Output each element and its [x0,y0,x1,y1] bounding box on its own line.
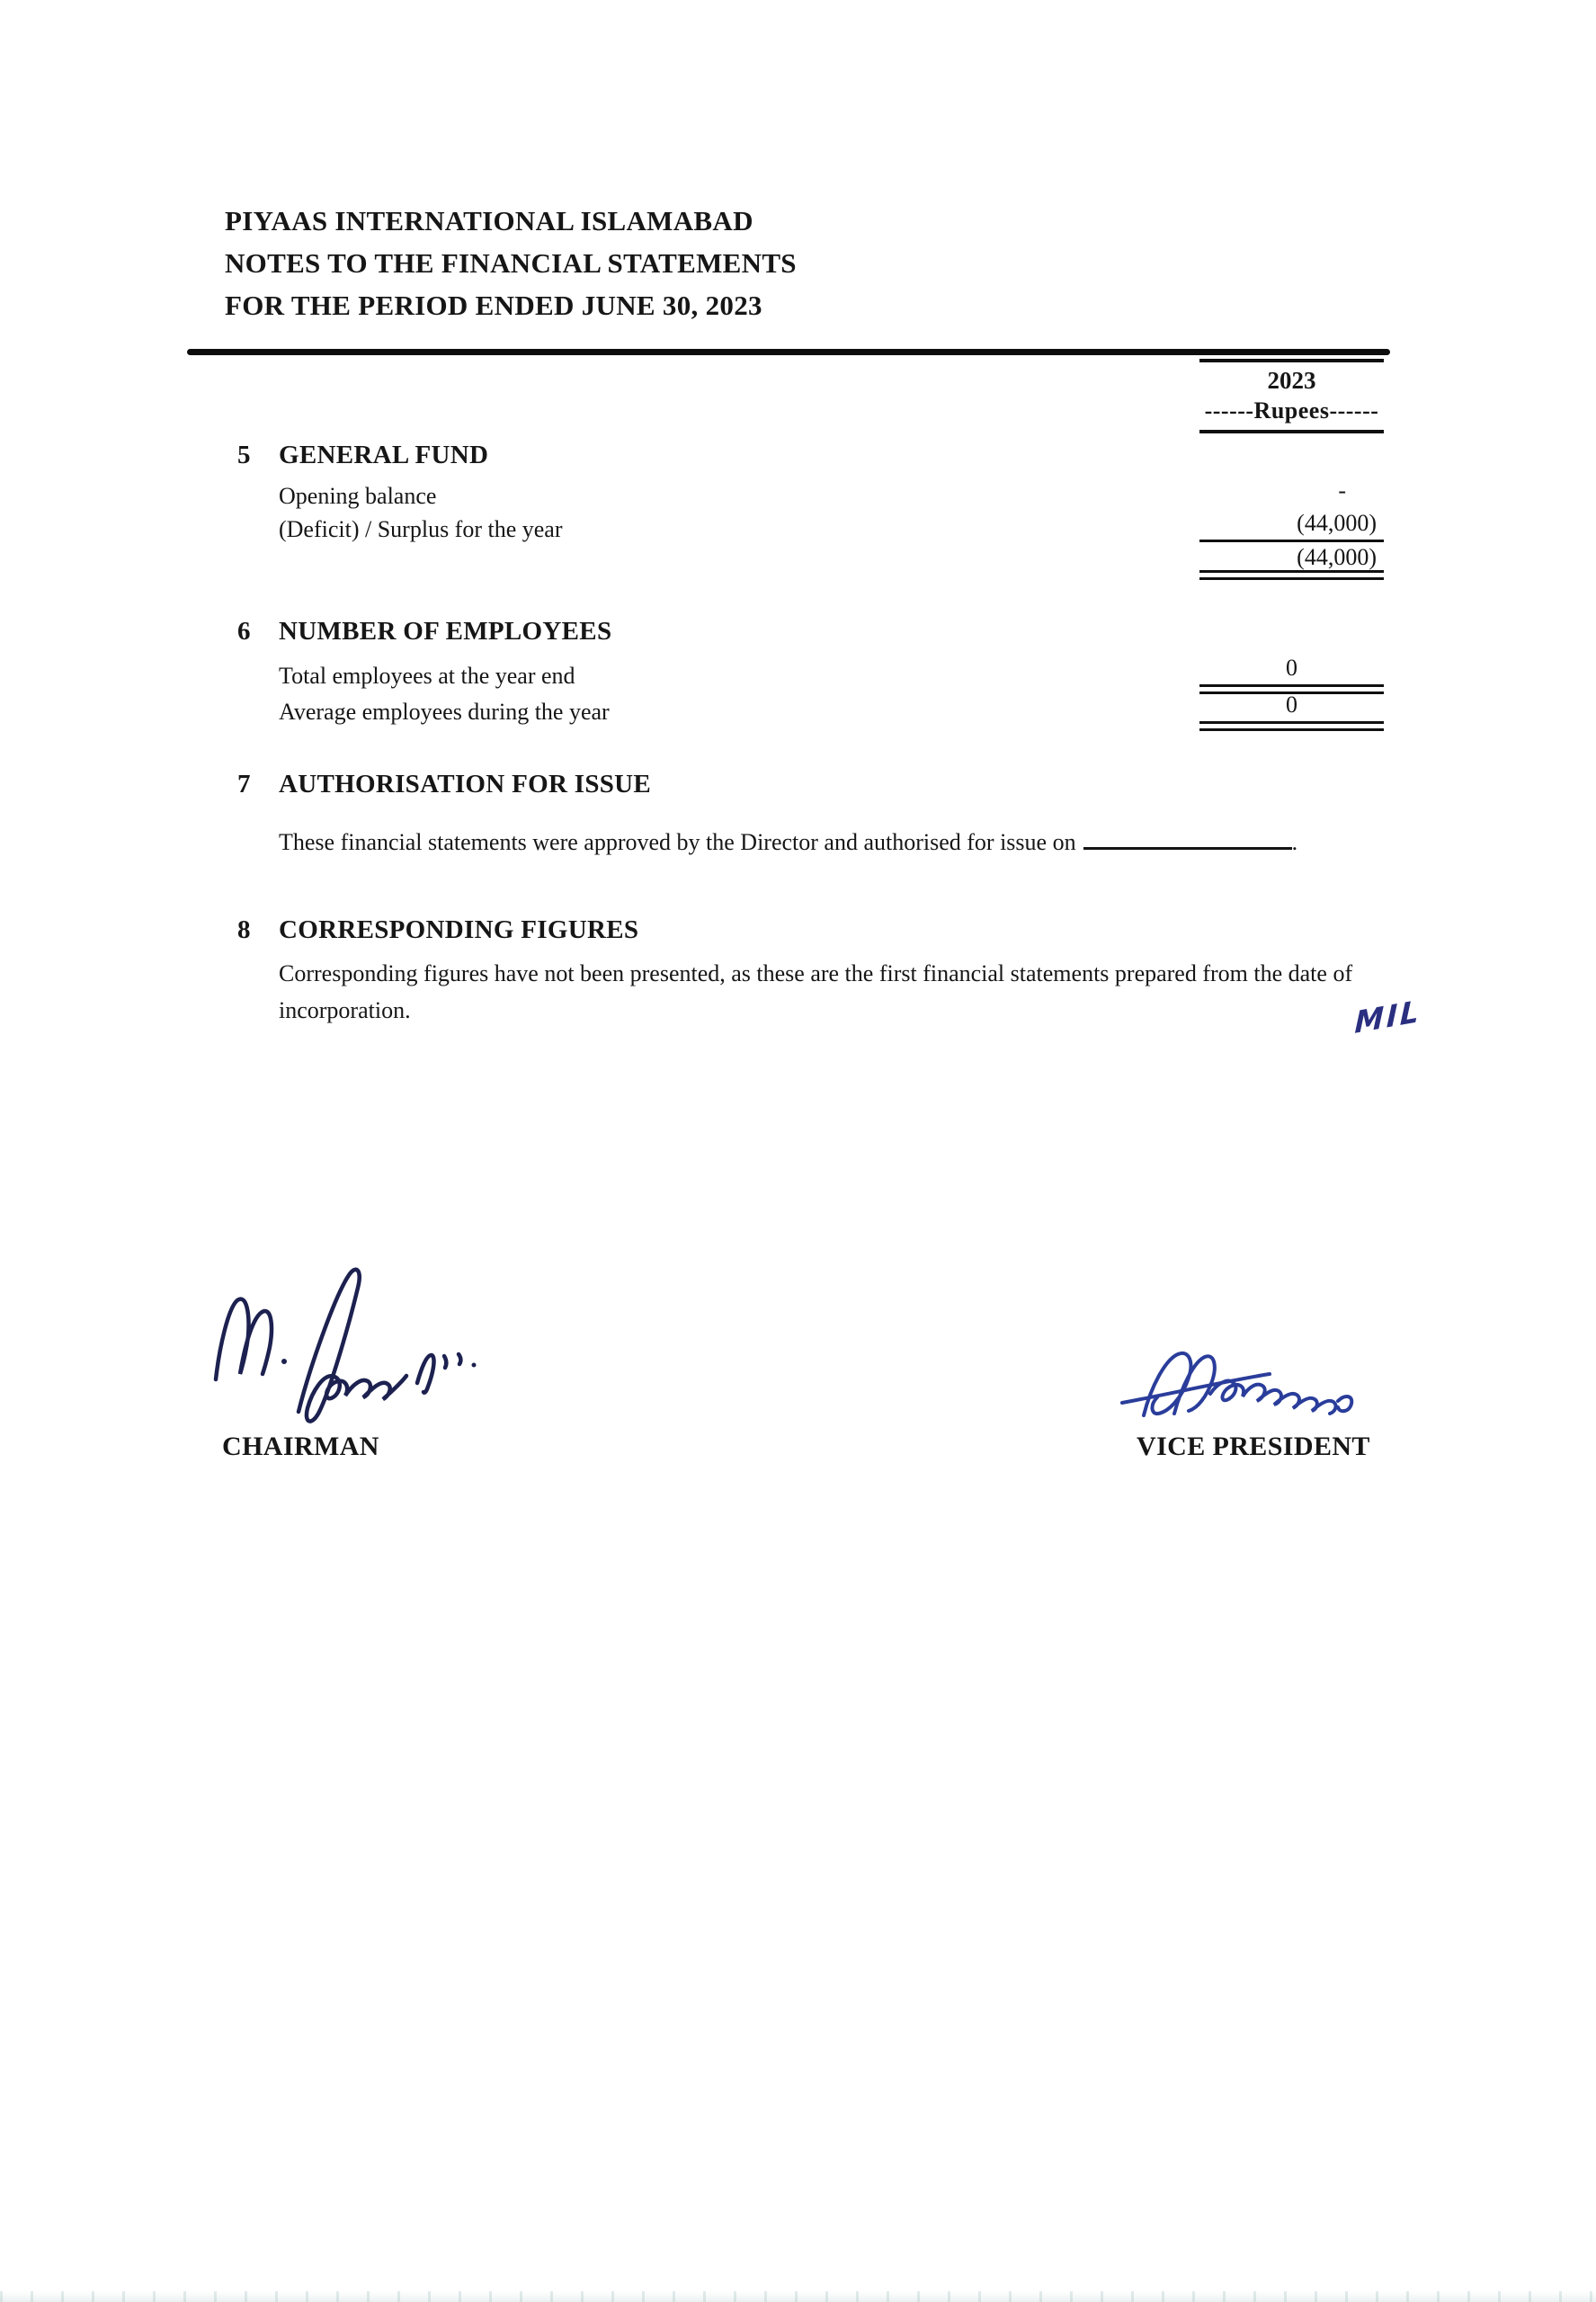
subtotal-rule [1199,540,1384,542]
chairman-signature [209,1261,514,1441]
value-deficit-surplus: (44,000) [1297,510,1377,536]
currency-unit-label: ------Rupees------ [1204,397,1379,424]
authorisation-period: . [1291,829,1298,856]
section-5-title: GENERAL FUND [279,441,489,469]
authorisation-text: These financial statements were approved by the Director and authorised for issue on [279,829,1076,856]
value-total-employees: 0 [1286,655,1297,681]
corresponding-figures-text: Corresponding figures have not been presented, as these are the first financial statements prepared from the date of incorporation. [279,960,1353,1023]
section-5-number: 5 [237,441,251,469]
company-name: PIYAAS INTERNATIONAL ISLAMABAD [225,205,753,236]
row-label-total-employees: Total employees at the year end [279,663,575,689]
value-opening-balance: - [1338,477,1346,504]
authorisation-sentence [279,827,1297,856]
value-average-employees: 0 [1286,691,1297,718]
vice-president-signature [1117,1342,1369,1436]
average-employees-double-rule [1199,721,1384,731]
year-label: 2023 [1267,367,1316,394]
header-rule [187,349,1390,355]
value-general-fund-total: (44,000) [1297,544,1377,570]
section-8-number: 8 [237,915,251,944]
section-6-number: 6 [237,617,251,646]
row-label-average-employees: Average employees during the year [279,699,610,725]
period-line: FOR THE PERIOD ENDED JUNE 30, 2023 [225,290,762,321]
handwritten-initials-mark: MIL [1354,993,1422,1040]
total-double-rule [1199,570,1384,580]
chairman-title: CHAIRMAN [222,1432,379,1461]
date-blank-line [1083,827,1292,850]
document-title: NOTES TO THE FINANCIAL STATEMENTS [225,247,797,279]
section-8-title: CORRESPONDING FIGURES [279,915,639,944]
row-label-opening-balance: Opening balance [279,483,437,509]
scan-edge-artifact [0,2291,1596,2302]
amount-column-header [1199,359,1384,433]
row-label-deficit-surplus: (Deficit) / Surplus for the year [279,516,563,542]
document-header [225,200,797,326]
section-6-title: NUMBER OF EMPLOYEES [279,617,612,646]
section-7-title: AUTHORISATION FOR ISSUE [279,770,652,799]
section-7-number: 7 [237,770,251,799]
vice-president-title: VICE PRESIDENT [1137,1432,1370,1461]
